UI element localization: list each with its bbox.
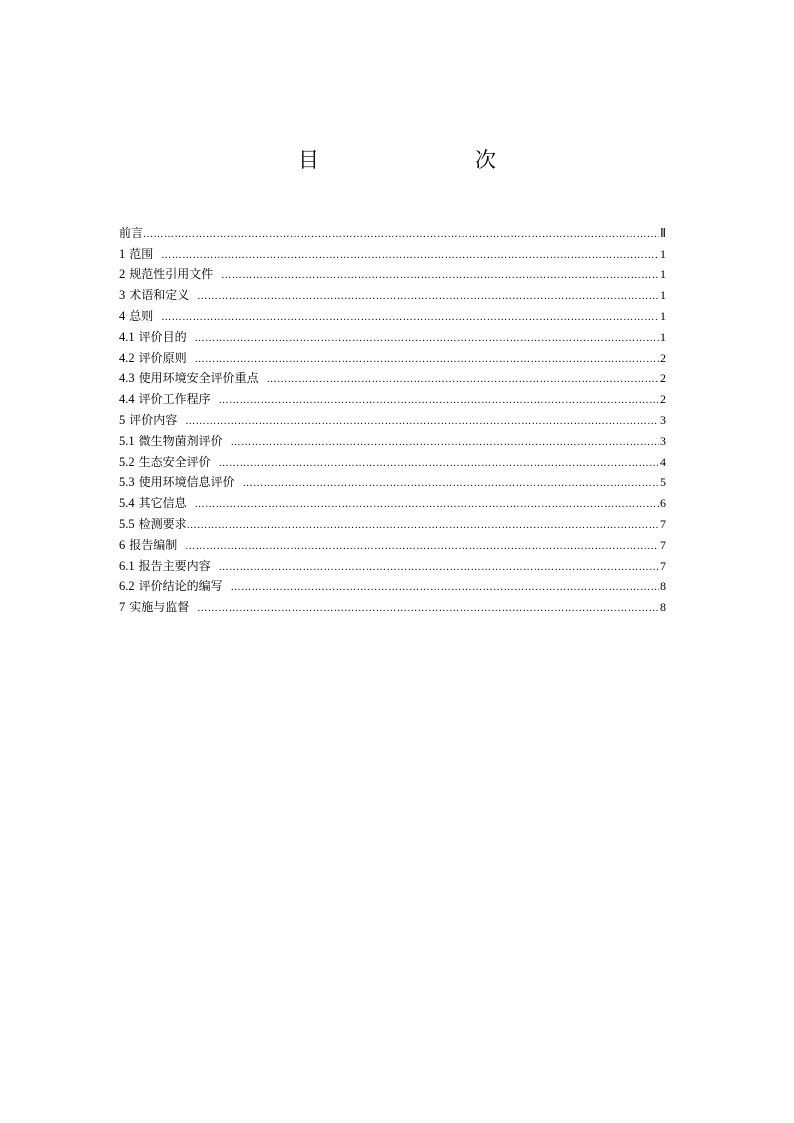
toc-page-number: 7 [660,516,666,531]
toc-entry-title: 范围 [129,246,154,261]
toc-entry-title: 微生物菌剂评价 [138,433,223,448]
toc-entry-title: 评价目的 [138,329,187,344]
toc-entry[interactable] [119,220,666,241]
toc-entry-title: 实施与监督 [129,600,190,615]
toc-page-number: 3 [660,412,666,427]
toc-dot-leader [221,269,659,282]
toc-dot-leader [197,602,659,615]
toc-entry[interactable] [119,366,666,387]
toc-entry[interactable] [119,345,666,366]
toc-page-number: 1 [660,246,666,261]
toc-entry-title: 使用环境信息评价 [138,475,235,490]
toc-page-number: 6 [660,496,666,511]
toc-entry[interactable] [119,470,666,491]
toc-entry[interactable] [119,511,666,532]
toc-dot-leader [219,394,659,407]
toc-entry[interactable] [119,449,666,470]
toc-page-number: 1 [660,288,666,303]
toc-dot-leader [195,332,659,345]
toc-page-number: 1 [660,267,666,282]
toc-entry-number: 5.5 [119,516,135,531]
toc-entry-number: 4.2 [119,350,135,365]
toc-entry-title: 评价原则 [138,350,187,365]
toc-page-number: 2 [660,350,666,365]
toc-entry[interactable] [119,241,666,262]
toc-entry-number: 6.1 [119,558,135,573]
toc-entry[interactable] [119,407,666,428]
toc-entry[interactable] [119,386,666,407]
toc-entry-title: 报告编制 [129,537,178,552]
toc-entry[interactable] [119,532,666,553]
toc-dot-leader [143,228,659,241]
toc-dot-leader [187,519,659,532]
toc-page-number: 4 [660,454,666,469]
toc-entry[interactable] [119,303,666,324]
toc-entry-number: 1 [119,246,126,261]
toc-entry[interactable] [119,282,666,303]
toc-dot-leader [161,311,659,324]
toc-entry-number: 3 [119,288,126,303]
toc-entry-title: 评价内容 [129,412,178,427]
toc-entry-title: 其它信息 [138,496,187,511]
toc-entry[interactable] [119,428,666,449]
toc-dot-leader [219,561,659,574]
toc-entry-title: 使用环境安全评价重点 [138,371,259,386]
toc-entry-number: 7 [119,600,126,615]
toc-entry-title: 规范性引用文件 [129,267,214,282]
toc-dot-leader [185,415,659,428]
toc-entry-number: 5.1 [119,433,135,448]
toc-entry[interactable] [119,262,666,283]
toc-page-number: 8 [660,579,666,594]
toc-entry-title: 报告主要内容 [138,558,211,573]
toc-dot-leader [195,498,659,511]
toc-dot-leader [197,290,659,303]
toc-entry[interactable] [119,574,666,595]
toc-entry-title: 总则 [129,308,154,323]
toc-entry-title: 评价工作程序 [138,392,211,407]
toc-entry-number: 5.3 [119,475,135,490]
toc-entry-title: 生态安全评价 [138,454,211,469]
toc-entry[interactable] [119,553,666,574]
toc-entry-title: 评价结论的编写 [138,579,223,594]
toc-entry-number: 4.1 [119,329,135,344]
toc-entry[interactable] [119,324,666,345]
toc-entry-number: 6.2 [119,579,135,594]
toc-entry-number: 6 [119,537,126,552]
toc-entry-title: 检测要求 [138,516,187,531]
toc-entry-number: 2 [119,267,126,282]
toc-entry-number: 4.4 [119,392,135,407]
toc-page-number: 2 [660,392,666,407]
toc-dot-leader [161,249,659,262]
toc-page-number: 5 [660,475,666,490]
table-of-contents [119,220,666,615]
toc-dot-leader [195,353,659,366]
toc-page-number: 7 [660,537,666,552]
toc-entry-number: 4 [119,308,126,323]
toc-page-number: 3 [660,433,666,448]
toc-entry[interactable] [119,594,666,615]
toc-entry-number: 4.3 [119,371,135,386]
toc-dot-leader [267,373,659,386]
toc-page-number: 8 [660,600,666,615]
toc-entry[interactable] [119,490,666,511]
toc-page-number: 2 [660,371,666,386]
toc-entry-title: 术语和定义 [129,288,190,303]
toc-page-number: 7 [660,558,666,573]
toc-entry-title: 前言 [119,225,144,240]
toc-dot-leader [231,436,659,449]
toc-dot-leader [185,540,659,553]
toc-page-number: 1 [660,329,666,344]
toc-page-number: 1 [660,308,666,323]
toc-dot-leader [243,477,659,490]
toc-dot-leader [231,581,659,594]
toc-entry-number: 5.2 [119,454,135,469]
toc-page-number: Ⅱ [660,225,666,240]
toc-dot-leader [219,457,659,470]
toc-entry-number: 5 [119,412,126,427]
toc-entry-number: 5.4 [119,496,135,511]
page-title: 目 次 [298,148,534,172]
